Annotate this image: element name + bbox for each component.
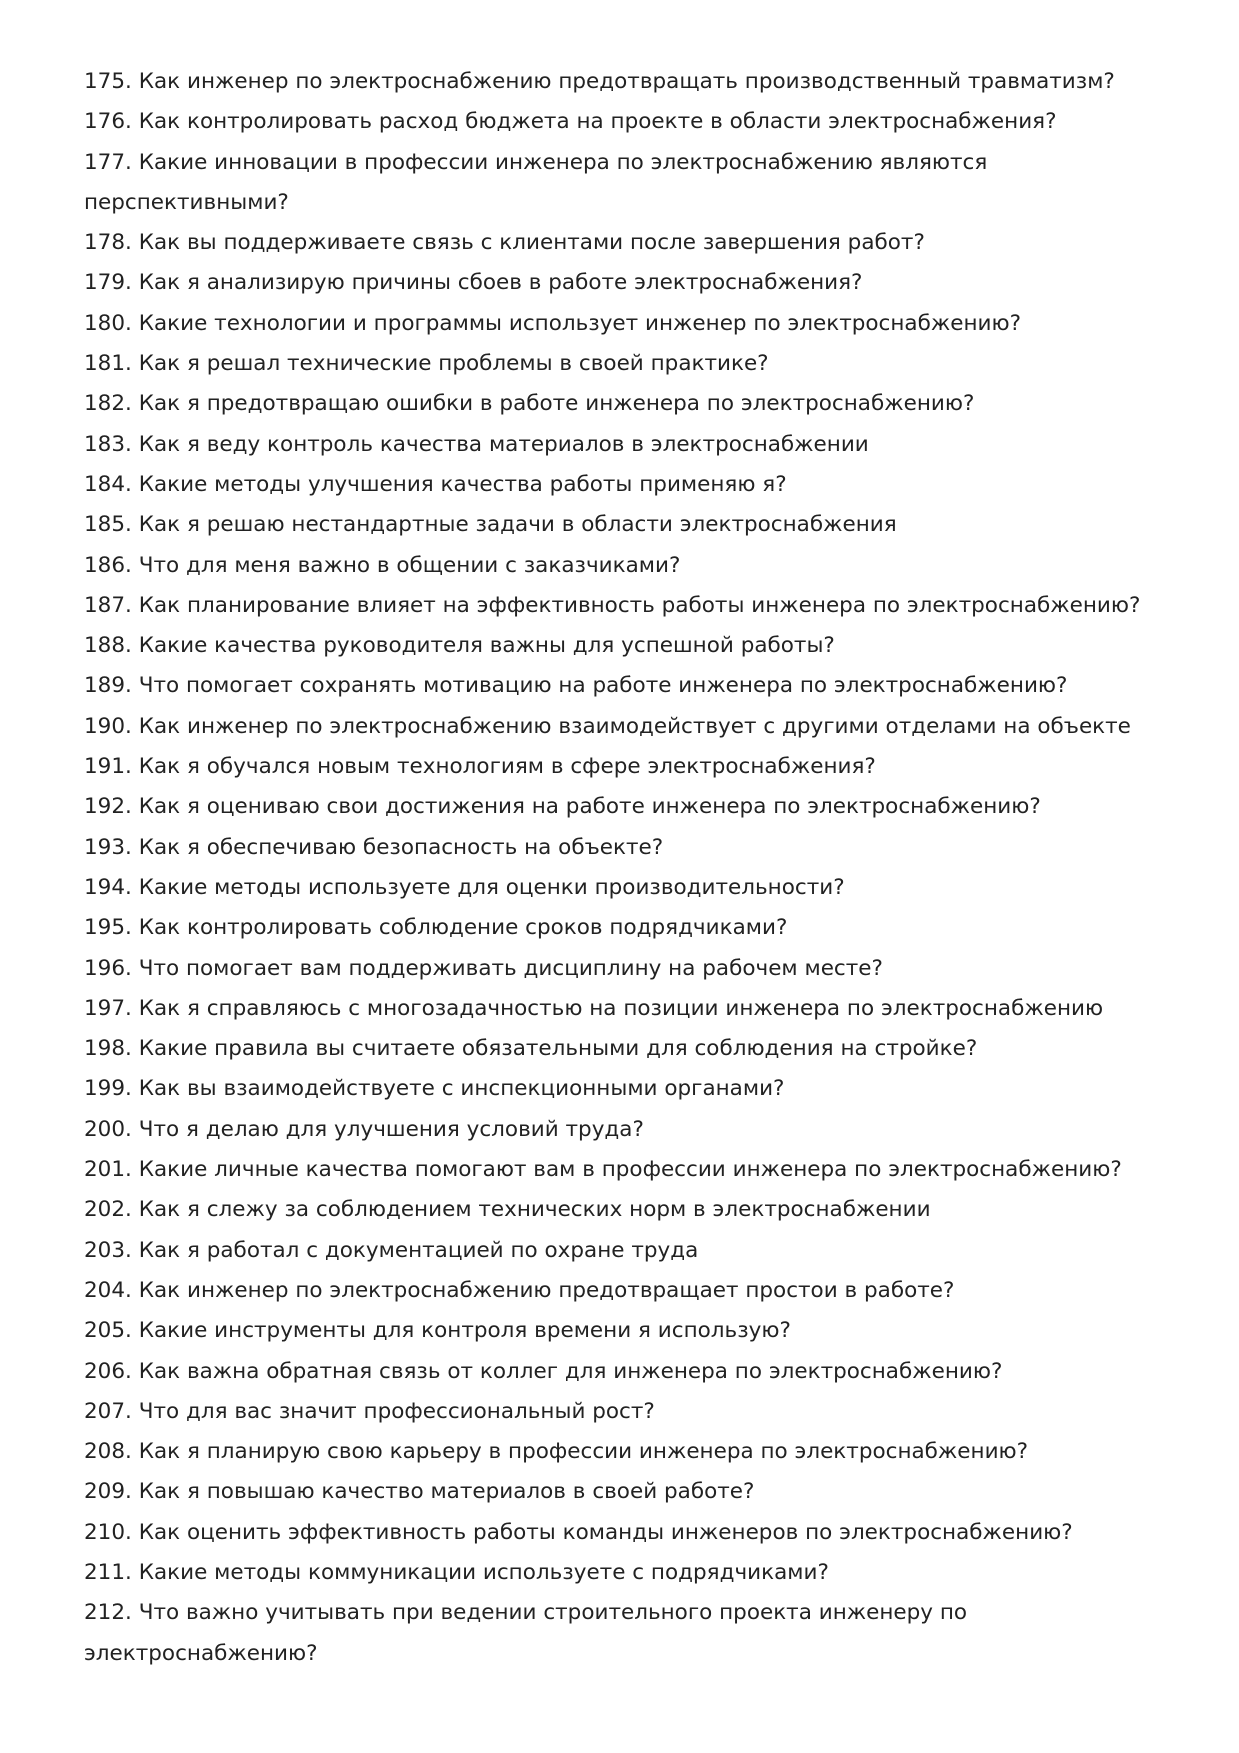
- question-text-line: 194. Какие методы используете для оценки производительности?: [84, 874, 845, 900]
- question-item: [84, 1472, 1164, 1512]
- question-item: [84, 263, 1164, 303]
- question-text-line: 211. Какие методы коммуникации используете с подрядчиками?: [84, 1559, 829, 1585]
- question-text-line: 191. Как я обучался новым технологиям в сфере электроснабжения?: [84, 754, 876, 780]
- question-text-line: 208. Как я планирую свою карьеру в профессии инженера по электроснабжению?: [84, 1439, 1029, 1465]
- question-text-line: 203. Как я работал с документацией по охране труда: [84, 1237, 699, 1263]
- question-item: [84, 1311, 1164, 1351]
- question-text-line: 201. Какие личные качества помогают вам в профессии инженера по электроснабжению?: [84, 1157, 1122, 1183]
- question-item: [84, 465, 1164, 505]
- question-text-line: 187. Как планирование влияет на эффективность работы инженера по электроснабжению?: [84, 592, 1141, 618]
- question-text-line: 177. Какие инновации в профессии инженера по электроснабжению являются: [84, 149, 988, 175]
- question-text-line: 206. Как важна обратная связь от коллег для инженера по электроснабжению?: [84, 1358, 1003, 1384]
- question-item: [84, 1593, 1164, 1674]
- question-text-line: 178. Как вы поддерживаете связь с клиентами после завершения работ?: [84, 230, 925, 256]
- question-text-line: 207. Что для вас значит профессиональный рост?: [84, 1398, 655, 1424]
- question-item: [84, 425, 1164, 465]
- question-text-line: 189. Что помогает сохранять мотивацию на работе инженера по электроснабжению?: [84, 673, 1068, 699]
- question-text-line: 175. Как инженер по электроснабжению предотвращать производственный травматизм?: [84, 69, 1115, 94]
- question-text-line: 196. Что помогает вам поддерживать дисциплину на рабочем месте?: [84, 955, 883, 981]
- question-item: [84, 1069, 1164, 1109]
- question-item: [84, 62, 1164, 102]
- question-text-line: 190. Как инженер по электроснабжению взаимодействует с другими отделами на объекте: [84, 713, 1131, 739]
- question-item: [84, 586, 1164, 626]
- question-item: [84, 1150, 1164, 1190]
- question-text-line: 199. Как вы взаимодействуете с инспекционными органами?: [84, 1076, 785, 1102]
- question-text-line: 181. Как я решал технические проблемы в своей практике?: [84, 351, 769, 377]
- question-item: [84, 304, 1164, 344]
- question-item: [84, 666, 1164, 706]
- question-text-line: 204. Как инженер по электроснабжению предотвращает простои в работе?: [84, 1277, 955, 1303]
- question-item: [84, 949, 1164, 989]
- question-text-line: 184. Какие методы улучшения качества работы применяю я?: [84, 471, 787, 497]
- question-text-line: 210. Как оценить эффективность работы команды инженеров по электроснабжению?: [84, 1519, 1073, 1545]
- question-item: [84, 1110, 1164, 1150]
- question-text-line: 185. Как я решаю нестандартные задачи в области электроснабжения: [84, 512, 897, 538]
- question-text-line: 212. Что важно учитывать при ведении строительного проекта инженеру по: [84, 1600, 968, 1626]
- question-item: [84, 1190, 1164, 1230]
- question-list: [84, 62, 1164, 1674]
- question-text-line: 180. Какие технологии и программы использует инженер по электроснабжению?: [84, 310, 1021, 336]
- question-item: [84, 223, 1164, 263]
- question-item: [84, 102, 1164, 142]
- question-text-line: 200. Что я делаю для улучшения условий труда?: [84, 1116, 644, 1142]
- question-text-line: 202. Как я слежу за соблюдением технических норм в электроснабжении: [84, 1197, 931, 1223]
- question-item: [84, 344, 1164, 384]
- question-item: [84, 143, 1164, 224]
- question-text-line: 188. Какие качества руководителя важны для успешной работы?: [84, 633, 835, 659]
- question-item: [84, 787, 1164, 827]
- question-text-line: 192. Как я оцениваю свои достижения на работе инженера по электроснабжению?: [84, 794, 1041, 820]
- question-text-line: электроснабжению?: [84, 1640, 318, 1666]
- question-text-line: 205. Какие инструменты для контроля времени я использую?: [84, 1318, 791, 1344]
- question-item: [84, 626, 1164, 666]
- question-text-line: 198. Какие правила вы считаете обязательными для соблюдения на стройке?: [84, 1036, 978, 1062]
- question-item: [84, 505, 1164, 545]
- question-item: [84, 546, 1164, 586]
- question-item: [84, 1432, 1164, 1472]
- question-text-line: 183. Как я веду контроль качества материалов в электроснабжении: [84, 431, 869, 457]
- question-item: [84, 747, 1164, 787]
- question-text-line: 195. Как контролировать соблюдение сроков подрядчиками?: [84, 915, 788, 941]
- question-item: [84, 989, 1164, 1029]
- question-text-line: 182. Как я предотвращаю ошибки в работе инженера по электроснабжению?: [84, 391, 975, 417]
- question-text-line: 209. Как я повышаю качество материалов в своей работе?: [84, 1479, 755, 1505]
- question-item: [84, 707, 1164, 747]
- question-text-line: 197. Как я справляюсь с многозадачностью на позиции инженера по электроснабжению: [84, 995, 1104, 1021]
- question-item: [84, 1231, 1164, 1271]
- question-item: [84, 1352, 1164, 1392]
- question-text-line: 193. Как я обеспечиваю безопасность на объекте?: [84, 834, 664, 860]
- question-item: [84, 1392, 1164, 1432]
- question-item: [84, 1029, 1164, 1069]
- question-item: [84, 1271, 1164, 1311]
- question-item: [84, 384, 1164, 424]
- question-text-line: 179. Как я анализирую причины сбоев в работе электроснабжения?: [84, 270, 863, 296]
- question-item: [84, 1513, 1164, 1553]
- question-item: [84, 1553, 1164, 1593]
- question-item: [84, 908, 1164, 948]
- question-text-line: 176. Как контролировать расход бюджета на проекте в области электроснабжения?: [84, 109, 1057, 135]
- question-item: [84, 828, 1164, 868]
- question-item: [84, 868, 1164, 908]
- question-text-line: 186. Что для меня важно в общении с заказчиками?: [84, 552, 681, 578]
- question-text-line: перспективными?: [84, 189, 289, 215]
